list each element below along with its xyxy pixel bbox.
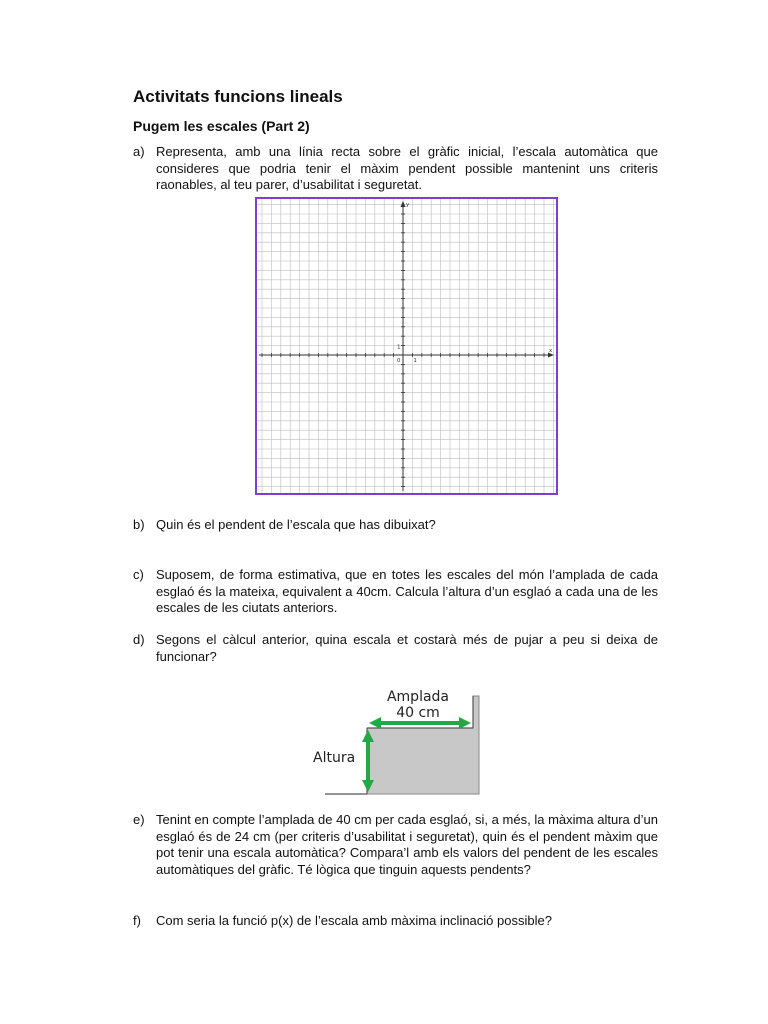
width-arrowhead-left	[369, 717, 381, 729]
y-axis-arrowhead	[401, 201, 406, 207]
page-title: Activitats funcions lineals	[133, 87, 343, 106]
question-d	[133, 632, 658, 665]
y-axis-label: y	[406, 202, 410, 208]
question-label: d)	[133, 632, 145, 647]
question-f	[133, 913, 658, 930]
question-label: e)	[133, 812, 145, 827]
coordinate-grid	[255, 197, 558, 495]
question-label: a)	[133, 144, 145, 159]
width-label-line2: 40 cm	[396, 705, 440, 721]
question-text: Com seria la funció p(x) de l’escala amb màxima inclinació possible?	[156, 913, 552, 928]
width-arrowhead-right	[459, 717, 471, 729]
question-e	[133, 812, 658, 878]
x-unit-label: 1	[413, 358, 417, 364]
question-label: f)	[133, 913, 141, 928]
x-axis-label: x	[549, 348, 553, 354]
stair-diagram	[305, 684, 485, 796]
grid-svg	[257, 199, 556, 493]
y-unit-label: 1	[397, 344, 401, 351]
question-text: Representa, amb una línia recta sobre el gràfic inicial, l’escala automàtica que consideres que podria tenir el màxim pendent possible mantenint uns criteris raonables, al teu parer, d’usabilitat i seguretat.	[156, 144, 658, 192]
question-text: Tenint en compte l’amplada de 40 cm per cada esglaó, si, a més, la màxima altura d’un esglaó és de 24 cm (per criteris d’usabilitat i seguretat), quin és el pendent màxim que pot tenir una escala automàtica? Compara’l amb els valors del pendent de les escales automàtiques del gràfic. Té lògica que tinguin aquests pendents?	[156, 812, 658, 877]
question-b	[133, 517, 658, 534]
origin-label: 0	[397, 358, 401, 364]
width-label-line1: Amplada	[386, 689, 450, 705]
question-label: c)	[133, 567, 144, 582]
question-text: Segons el càlcul anterior, quina escala et costarà més de pujar a peu si deixa de funcionar?	[156, 632, 658, 664]
question-text: Quin és el pendent de l’escala que has dibuixat?	[156, 517, 436, 532]
question-c	[133, 567, 658, 617]
question-label: b)	[133, 517, 145, 532]
section-subtitle: Pugem les escales (Part 2)	[133, 118, 310, 134]
question-text: Suposem, de forma estimativa, que en totes les escales del món l’amplada de cada esglaó és la mateixa, equivalent a 40cm. Calcula l’altura d’un esglaó a cada una de les escales de les ciutats anteriors.	[156, 567, 658, 615]
height-label: Altura	[313, 750, 356, 766]
question-a	[133, 144, 658, 194]
